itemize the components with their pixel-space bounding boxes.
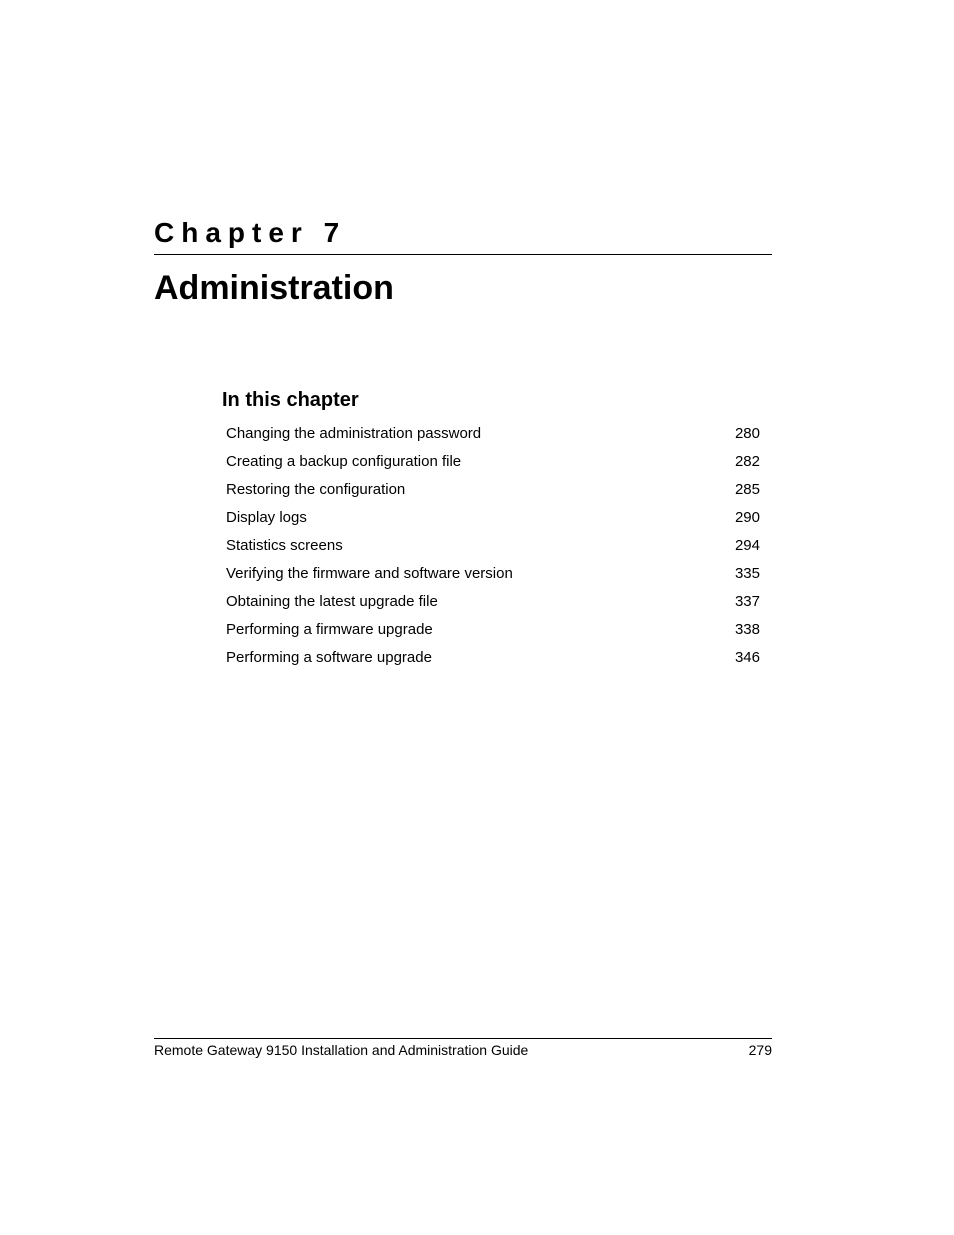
toc-entry-verify-version[interactable] (226, 560, 760, 588)
toc-entry-backup-config[interactable] (226, 448, 760, 476)
footer-title: Remote Gateway 9150 Installation and Administration Guide (154, 1042, 529, 1058)
footer-page-number: 279 (748, 1042, 772, 1058)
toc-entry-page: 346 (734, 649, 760, 666)
toc-entry-upgrade-file[interactable] (226, 588, 760, 616)
toc-entry-change-password[interactable] (226, 420, 760, 448)
toc-entry-text: Display logs (226, 509, 307, 526)
chapter-rule (154, 254, 772, 255)
footer-rule (154, 1038, 772, 1039)
chapter-title: Administration (154, 269, 394, 307)
toc-entry-text: Obtaining the latest upgrade file (226, 593, 438, 610)
toc-entry-page: 290 (734, 509, 760, 526)
toc-entry-restore-config[interactable] (226, 476, 760, 504)
toc-entry-statistics[interactable] (226, 532, 760, 560)
toc-entry-page: 282 (734, 453, 760, 470)
toc-entry-text: Changing the administration password (226, 425, 482, 442)
toc-entry-page: 294 (734, 537, 760, 554)
toc-heading: In this chapter (222, 389, 359, 411)
toc-entry-page: 335 (734, 565, 760, 582)
toc-list (226, 420, 760, 672)
toc-entry-text: Performing a software upgrade (226, 649, 432, 666)
toc-entry-page: 285 (734, 481, 760, 498)
toc-entry-text: Restoring the configuration (226, 481, 406, 498)
toc-entry-text: Creating a backup configuration file (226, 453, 462, 470)
chapter-label: Chapter 7 (154, 217, 347, 248)
toc-entry-text: Verifying the firmware and software version (226, 565, 513, 582)
toc-entry-page: 337 (734, 593, 760, 610)
toc-entry-software-upgrade[interactable] (226, 644, 760, 672)
toc-entry-page: 280 (734, 425, 760, 442)
toc-entry-text: Performing a firmware upgrade (226, 621, 433, 638)
toc-entry-display-logs[interactable] (226, 504, 760, 532)
toc-entry-firmware-upgrade[interactable] (226, 616, 760, 644)
toc-entry-text: Statistics screens (226, 537, 343, 554)
toc-entry-page: 338 (734, 621, 760, 638)
